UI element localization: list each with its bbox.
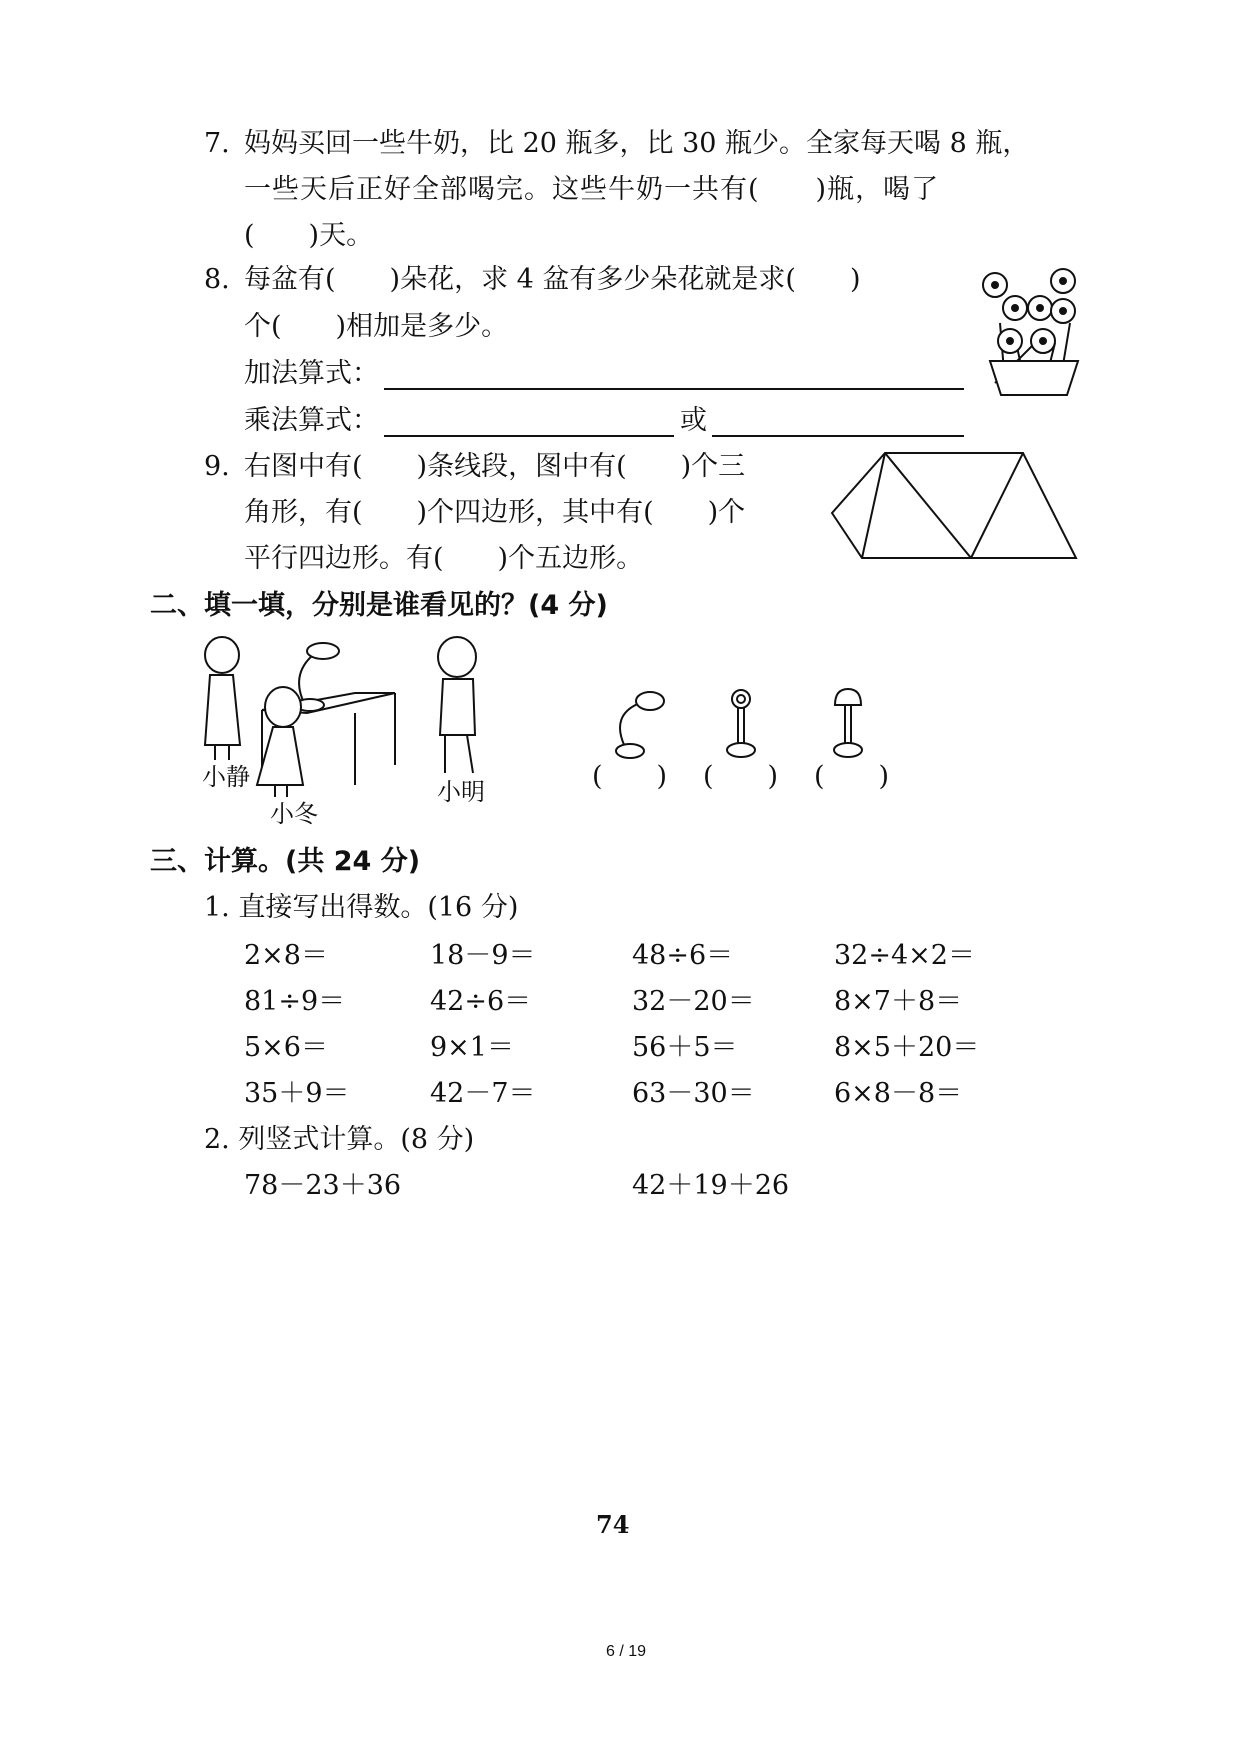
q9-line-2: 角形，有( )个四边形，其中有( )个 <box>244 497 746 528</box>
answer-paren-2[interactable]: ( ) <box>703 761 779 792</box>
calc-r2c2: 42÷6＝ <box>430 986 532 1017</box>
calc-r3c2: 9×1＝ <box>430 1032 514 1063</box>
answer-paren-1[interactable]: ( ) <box>592 761 668 792</box>
lamp-top-front-view-icon <box>727 690 755 757</box>
section-2-title: 二、填一填，分别是谁看见的？(4 分) <box>150 590 608 621</box>
pager-indicator: 6 / 19 <box>606 1643 647 1660</box>
q7-number: 7. <box>204 128 230 159</box>
q9-line-1: 右图中有( )条线段，图中有( )个三 <box>244 451 746 482</box>
q7-line-2: 一些天后正好全部喝完。这些牛奶一共有( )瓶，喝了 <box>244 174 940 205</box>
sub-question-2: 2. 列竖式计算。(8 分) <box>204 1124 475 1155</box>
name-xiaodong: 小冬 <box>270 800 318 828</box>
flower-icon <box>1031 329 1055 353</box>
section-3-title: 三、计算。(共 24 分) <box>150 846 421 877</box>
lamp-side-view-icon <box>616 692 664 758</box>
lamp-front-view-icon <box>834 689 862 757</box>
name-xiaoming: 小明 <box>437 778 485 806</box>
multiplication-answer-line-1[interactable] <box>384 435 674 437</box>
calc-r1c4: 32÷4×2＝ <box>834 940 975 971</box>
flower-icon <box>983 273 1007 297</box>
calc-r3c4: 8×5＋20＝ <box>834 1032 980 1063</box>
q9-number: 9. <box>204 451 230 482</box>
q8-line-2: 个( )相加是多少。 <box>244 311 509 342</box>
calc-r1c2: 18－9＝ <box>430 940 536 971</box>
calc-r2c4: 8×7＋8＝ <box>834 986 963 1017</box>
flower-icon <box>998 329 1022 353</box>
calc-r3c3: 56＋5＝ <box>632 1032 738 1063</box>
or-label: 或 <box>680 405 707 436</box>
q8-number: 8. <box>204 264 230 295</box>
flower-icon <box>1028 296 1052 320</box>
trapezoid-figure <box>825 445 1085 565</box>
page-number: 74 <box>596 1510 630 1539</box>
addition-label: 加法算式： <box>244 358 379 389</box>
lamp-views <box>600 685 900 765</box>
flower-icon <box>1051 269 1075 293</box>
calc-r1c3: 48÷6＝ <box>632 940 734 971</box>
q7-line-3: ( )天。 <box>244 220 374 251</box>
calc-r2c3: 32－20＝ <box>632 986 755 1017</box>
flower-icon <box>1003 296 1027 320</box>
pot-shape <box>990 361 1078 395</box>
vertical-calc-1: 78－23＋36 <box>244 1170 402 1201</box>
answer-paren-3[interactable]: ( ) <box>814 761 890 792</box>
calc-r1c1: 2×8＝ <box>244 940 328 971</box>
flower-icon <box>1051 299 1075 323</box>
multiplication-label: 乘法算式： <box>244 405 379 436</box>
vertical-calc-2: 42＋19＋26 <box>632 1170 790 1201</box>
multiplication-answer-line-2[interactable] <box>712 435 964 437</box>
flower-pot-illustration <box>975 263 1085 398</box>
calc-r3c1: 5×6＝ <box>244 1032 328 1063</box>
q7-line-1: 妈妈买回一些牛奶，比 20 瓶多，比 30 瓶少。全家每天喝 8 瓶， <box>244 128 1030 159</box>
calc-r4c2: 42－7＝ <box>430 1078 536 1109</box>
calc-r4c1: 35＋9＝ <box>244 1078 350 1109</box>
addition-answer-line[interactable] <box>384 388 964 390</box>
q8-line-1: 每盆有( )朵花，求 4 盆有多少朵花就是求( ) <box>244 264 861 295</box>
calc-r2c1: 81÷9＝ <box>244 986 346 1017</box>
q9-line-3: 平行四边形。有( )个五边形。 <box>244 543 644 574</box>
name-xiaojing: 小静 <box>202 763 250 791</box>
sub-question-1: 1. 直接写出得数。(16 分) <box>204 892 519 923</box>
calc-r4c4: 6×8－8＝ <box>834 1078 963 1109</box>
calc-r4c3: 63－30＝ <box>632 1078 755 1109</box>
